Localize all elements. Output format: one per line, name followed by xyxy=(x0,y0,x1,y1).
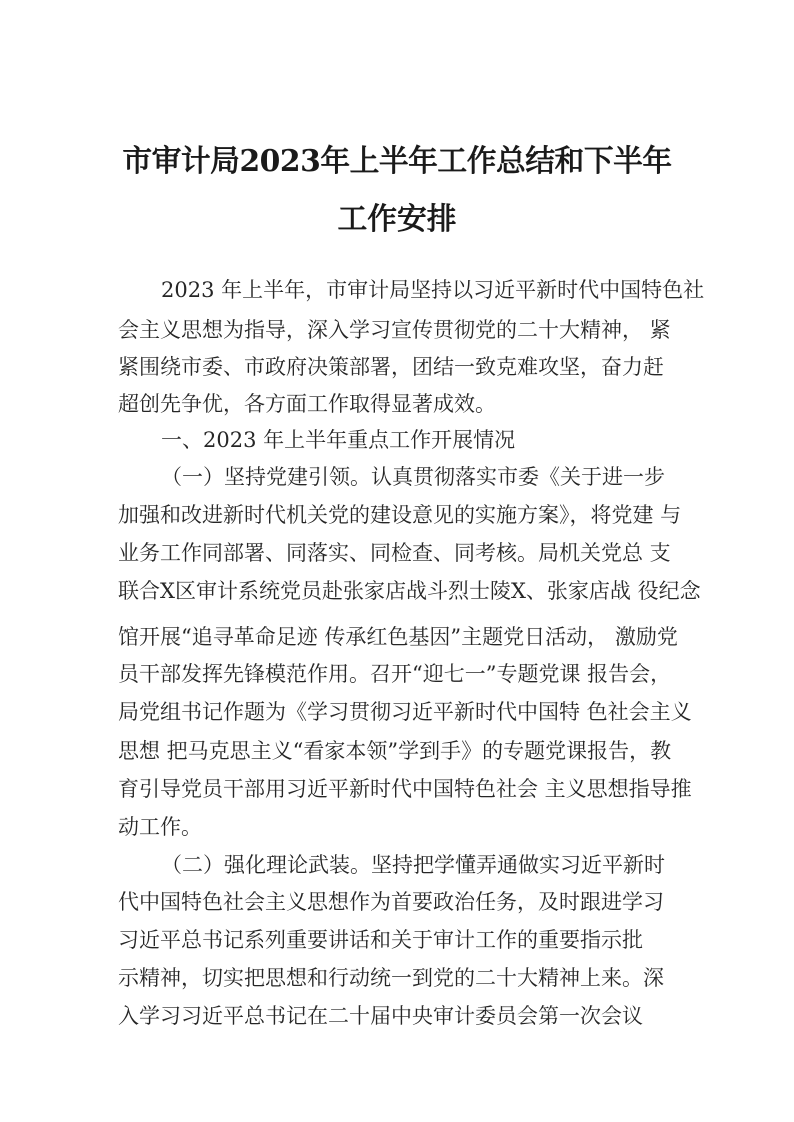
body-line: 动工作。 xyxy=(118,815,202,839)
body-line: 思想 把马克思主义“看家本领”学到手》的专题党课报告，教 xyxy=(118,739,672,763)
body-line: 2023 年上半年，市审计局坚持以习近平新时代中国特色社 xyxy=(161,278,705,302)
body-line: 业务工作同部署、同落实、同检查、同考核。局机关党总 支 xyxy=(118,541,671,565)
body-line: 联合X区审计系统党员赴张家店战斗烈士陵X、张家店战 役纪念 xyxy=(118,579,701,603)
section-heading: 一、2023 年上半年重点工作开展情况 xyxy=(161,428,516,452)
body-line: 习近平总书记系列重要讲话和关于审计工作的重要指示批 xyxy=(118,928,643,952)
subsection-heading: （一）坚持党建引领。认真贯彻落实市委《关于进一步 xyxy=(161,465,665,489)
body-line: 会主义思想为指导，深入学习宣传贯彻党的二十大精神， 紧 xyxy=(118,318,671,342)
body-line: 紧围绕市委、市政府决策部署，团结一致克难攻坚，奋力赶 xyxy=(118,355,664,379)
body-line: 育引导党员干部用习近平新时代中国特色社会 主义思想指导推 xyxy=(118,777,692,801)
body-line: 示精神，切实把思想和行动统一到党的二十大精神上来。深 xyxy=(118,966,664,990)
document-title-line-1: 市审计局2023年上半年工作总结和下半年 xyxy=(122,144,672,179)
subsection-heading: （二）强化理论武装。坚持把学懂弄通做实习近平新时 xyxy=(161,853,665,877)
body-line: 代中国特色社会主义思想作为首要政治任务，及时跟进学习 xyxy=(118,890,664,914)
body-line: 超创先争优，各方面工作取得显著成效。 xyxy=(118,392,496,416)
body-line: 馆开展“追寻革命足迹 传承红色基因”主题党日活动， 激励党 xyxy=(118,625,678,649)
body-line: 入学习习近平总书记在二十届中央审计委员会第一次会议 xyxy=(118,1004,643,1028)
document-title-line-2: 工作安排 xyxy=(337,202,457,237)
body-line: 加强和改进新时代机关党的建设意见的实施方案》，将党建 与 xyxy=(118,503,682,527)
body-line: 局党组书记作题为《学习贯彻习近平新时代中国特 色社会主义 xyxy=(118,700,692,724)
body-line: 员干部发挥先锋模范作用。召开“迎七一”专题党课 报告会， xyxy=(118,662,672,686)
